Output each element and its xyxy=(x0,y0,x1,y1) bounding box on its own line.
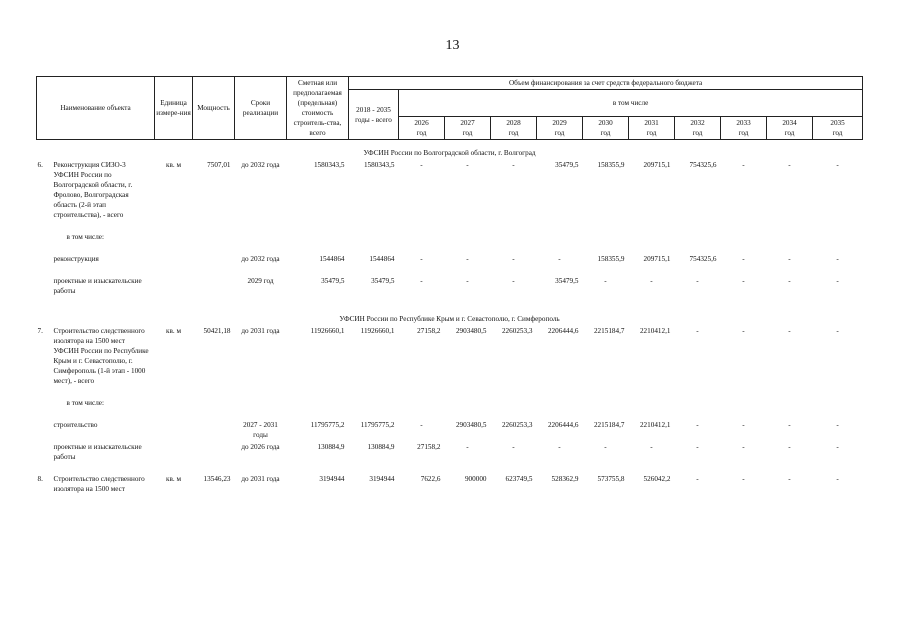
table-row xyxy=(37,230,863,252)
table-row xyxy=(37,396,863,418)
row-year-2 xyxy=(491,230,537,252)
row-index: 7. xyxy=(37,327,43,335)
row-year-4 xyxy=(583,396,629,418)
header-year-0: 2026 год xyxy=(399,117,445,140)
row-name xyxy=(37,274,155,306)
row-year-6: - xyxy=(696,443,699,451)
row-year-6 xyxy=(675,230,721,252)
row-name xyxy=(37,440,155,472)
row-year-3 xyxy=(537,230,583,252)
row-year-8: - xyxy=(788,327,791,335)
budget-table xyxy=(36,76,863,504)
row-year-0: 27158,2 xyxy=(417,443,441,451)
row-year-9: - xyxy=(836,421,839,429)
row-name xyxy=(37,418,155,440)
header-total: 2018 - 2035 годы - всего xyxy=(349,90,399,140)
row-estimate xyxy=(287,230,349,252)
table-row xyxy=(37,274,863,306)
row-year-0: - xyxy=(420,255,423,263)
header-year-5: 2031 год xyxy=(629,117,675,140)
row-year-8: - xyxy=(788,255,791,263)
row-year-0: 27158,2 xyxy=(417,327,441,335)
row-index: 6. xyxy=(37,161,43,169)
row-year-4: - xyxy=(604,277,607,285)
row-name xyxy=(37,472,155,504)
table-row xyxy=(37,472,863,504)
row-total xyxy=(349,396,399,418)
header-year-1: 2027 год xyxy=(445,117,491,140)
header-year-9: 2035 год xyxy=(813,117,863,140)
row-year-5: - xyxy=(650,443,653,451)
row-power xyxy=(193,440,235,472)
row-year-1: - xyxy=(466,161,469,169)
row-total: 130884,9 xyxy=(367,443,395,451)
row-term: до 2032 года xyxy=(241,161,280,169)
row-name xyxy=(37,324,155,396)
row-total: 11926660,1 xyxy=(360,327,395,335)
row-term xyxy=(235,396,287,418)
row-estimate xyxy=(287,396,349,418)
row-name-text: Реконструкция СИЗО-3 УФСИН России по Волгоградской области, г. Фролово, Волгоградская область (2-й этап строительства), - всего xyxy=(53,161,133,219)
row-estimate: 130884,9 xyxy=(317,443,345,451)
row-year-6: 754325,6 xyxy=(689,255,717,263)
row-year-7 xyxy=(721,230,767,252)
row-year-1: - xyxy=(466,255,469,263)
table-row xyxy=(37,252,863,274)
row-year-3: 528362,9 xyxy=(551,475,579,483)
row-year-1: - xyxy=(466,277,469,285)
row-year-1: - xyxy=(466,443,469,451)
row-year-8: - xyxy=(788,161,791,169)
row-year-0 xyxy=(399,230,445,252)
row-year-8: - xyxy=(788,421,791,429)
table-row xyxy=(37,324,863,396)
row-year-3: 35479,5 xyxy=(555,277,579,285)
row-year-3: 35479,5 xyxy=(555,161,579,169)
row-name: в том числе: xyxy=(66,233,104,241)
table-row xyxy=(37,418,863,440)
row-name-text: проектные и изыскательские работы xyxy=(53,443,142,461)
row-year-2: - xyxy=(512,255,515,263)
row-term: 2027 - 2031 годы xyxy=(243,421,278,439)
row-year-5: - xyxy=(650,277,653,285)
row-estimate: 1580343,5 xyxy=(313,161,345,169)
row-estimate: 3194944 xyxy=(319,475,345,483)
row-year-0: - xyxy=(420,421,423,429)
row-year-7: - xyxy=(742,421,745,429)
row-year-1 xyxy=(445,230,491,252)
row-year-7: - xyxy=(742,161,745,169)
row-year-8 xyxy=(767,230,813,252)
row-name-text: строительство xyxy=(53,421,98,429)
row-unit xyxy=(155,418,193,440)
row-year-1: 900000 xyxy=(464,475,487,483)
row-year-0: 7622,6 xyxy=(420,475,441,483)
row-name-text: Строительство следственного изолятора на 1500 мест xyxy=(53,475,145,493)
table-row xyxy=(37,440,863,472)
row-total: 1544864 xyxy=(369,255,395,263)
row-year-3: 2206444,6 xyxy=(547,327,579,335)
row-year-0: - xyxy=(420,161,423,169)
row-year-4: - xyxy=(604,443,607,451)
row-power xyxy=(193,230,235,252)
page-number: 13 xyxy=(445,38,460,53)
row-power xyxy=(193,418,235,440)
row-year-4 xyxy=(583,230,629,252)
row-year-5 xyxy=(629,396,675,418)
header-name: Наименование объекта xyxy=(37,77,155,140)
row-year-3: - xyxy=(558,255,561,263)
row-power: 7507,01 xyxy=(207,161,231,169)
header-financing: Объем финансирования за счет средств федерального бюджета xyxy=(349,77,863,90)
header-unit: Единица измере-ния xyxy=(155,77,193,140)
row-year-8: - xyxy=(788,277,791,285)
row-total: 3194944 xyxy=(369,475,395,483)
row-total: 11795775,2 xyxy=(360,421,395,429)
header-year-6: 2032 год xyxy=(675,117,721,140)
row-year-5: 2210412,1 xyxy=(639,327,671,335)
row-year-2 xyxy=(491,396,537,418)
row-estimate: 1544864 xyxy=(319,255,345,263)
row-unit xyxy=(155,230,193,252)
row-name-text: реконструкция xyxy=(53,255,99,263)
row-year-9 xyxy=(813,230,863,252)
header-year-2: 2028 год xyxy=(491,117,537,140)
row-year-7: - xyxy=(742,277,745,285)
row-year-4: 2215184,7 xyxy=(593,421,625,429)
row-year-5: 209715,1 xyxy=(643,255,671,263)
row-unit xyxy=(155,396,193,418)
row-year-9: - xyxy=(836,327,839,335)
header-terms: Сроки реализации xyxy=(235,77,287,140)
row-term: до 2026 года xyxy=(241,443,280,451)
row-power xyxy=(193,274,235,306)
row-year-6 xyxy=(675,396,721,418)
row-year-7: - xyxy=(742,475,745,483)
row-unit xyxy=(155,252,193,274)
row-year-5: 526042,2 xyxy=(643,475,671,483)
row-year-9: - xyxy=(836,475,839,483)
row-year-3: 2206444,6 xyxy=(547,421,579,429)
row-year-2: - xyxy=(512,277,515,285)
row-year-7: - xyxy=(742,327,745,335)
section-title: УФСИН России по Республике Крым и г. Севастополю, г. Симферополь xyxy=(339,315,560,323)
header-including: в том числе xyxy=(399,90,863,117)
section-title: УФСИН России по Волгоградской области, г. Волгоград xyxy=(363,149,536,157)
row-unit: кв. м xyxy=(165,475,182,483)
row-power: 13546,23 xyxy=(203,475,231,483)
row-estimate: 11926660,1 xyxy=(310,327,345,335)
row-year-2: - xyxy=(512,443,515,451)
row-unit xyxy=(155,274,193,306)
row-year-6: - xyxy=(696,421,699,429)
row-year-5: 209715,1 xyxy=(643,161,671,169)
row-power xyxy=(193,252,235,274)
row-year-0: - xyxy=(420,277,423,285)
row-year-1 xyxy=(445,396,491,418)
table-body xyxy=(37,140,863,505)
row-year-8: - xyxy=(788,443,791,451)
row-index: 8. xyxy=(37,475,43,483)
row-year-8: - xyxy=(788,475,791,483)
table-header xyxy=(37,77,863,140)
row-year-4: 2215184,7 xyxy=(593,327,625,335)
row-name-text: Строительство следственного изолятора на 1500 мест УФСИН России по Республике Крым и г. Севастополю, г. Симферополь (1-й этап - 1000 мест), - всего xyxy=(53,327,149,385)
header-year-4: 2030 год xyxy=(583,117,629,140)
row-year-9 xyxy=(813,396,863,418)
row-year-7 xyxy=(721,396,767,418)
row-year-9: - xyxy=(836,161,839,169)
row-year-9: - xyxy=(836,255,839,263)
row-year-8 xyxy=(767,396,813,418)
row-year-1: 2903480,5 xyxy=(455,421,487,429)
row-total xyxy=(349,230,399,252)
row-name xyxy=(37,158,155,230)
row-power xyxy=(193,396,235,418)
row-year-2: 2260253,3 xyxy=(501,421,533,429)
row-year-7: - xyxy=(742,255,745,263)
header-year-8: 2034 год xyxy=(767,117,813,140)
row-total: 35479,5 xyxy=(371,277,395,285)
row-year-5: 2210412,1 xyxy=(639,421,671,429)
header-year-7: 2033 год xyxy=(721,117,767,140)
row-year-7: - xyxy=(742,443,745,451)
row-estimate: 35479,5 xyxy=(321,277,345,285)
row-power: 50421,18 xyxy=(203,327,231,335)
header-estimate: Сметная или предполагаемая (предельная) стоимость строитель-ства, всего xyxy=(287,77,349,140)
row-term: до 2032 года xyxy=(241,255,280,263)
row-year-4: 573755,8 xyxy=(597,475,625,483)
row-term: до 2031 года xyxy=(241,327,280,335)
row-total: 1580343,5 xyxy=(363,161,395,169)
row-name: в том числе: xyxy=(66,399,104,407)
row-estimate: 11795775,2 xyxy=(310,421,345,429)
row-year-2: - xyxy=(512,161,515,169)
row-year-2: 623749,5 xyxy=(505,475,533,483)
row-year-5 xyxy=(629,230,675,252)
section-title-row xyxy=(37,148,863,158)
table-row xyxy=(37,158,863,230)
row-term: 2029 год xyxy=(247,277,274,285)
row-year-3 xyxy=(537,396,583,418)
row-term xyxy=(235,230,287,252)
row-year-4: 158355,9 xyxy=(597,161,625,169)
row-year-2: 2260253,3 xyxy=(501,327,533,335)
row-year-4: 158355,9 xyxy=(597,255,625,263)
row-year-6: - xyxy=(696,327,699,335)
header-year-3: 2029 год xyxy=(537,117,583,140)
row-term: до 2031 года xyxy=(241,475,280,483)
row-unit: кв. м xyxy=(165,327,182,335)
row-year-6: - xyxy=(696,475,699,483)
row-year-1: 2903480,5 xyxy=(455,327,487,335)
row-name-text: проектные и изыскательские работы xyxy=(53,277,142,295)
header-power: Мощность xyxy=(193,77,235,140)
row-year-9: - xyxy=(836,277,839,285)
row-year-6: 754325,6 xyxy=(689,161,717,169)
section-title-row xyxy=(37,314,863,324)
row-name xyxy=(37,252,155,274)
row-year-0 xyxy=(399,396,445,418)
row-year-9: - xyxy=(836,443,839,451)
row-unit xyxy=(155,440,193,472)
row-unit: кв. м xyxy=(165,161,182,169)
row-year-3: - xyxy=(558,443,561,451)
row-year-6: - xyxy=(696,277,699,285)
